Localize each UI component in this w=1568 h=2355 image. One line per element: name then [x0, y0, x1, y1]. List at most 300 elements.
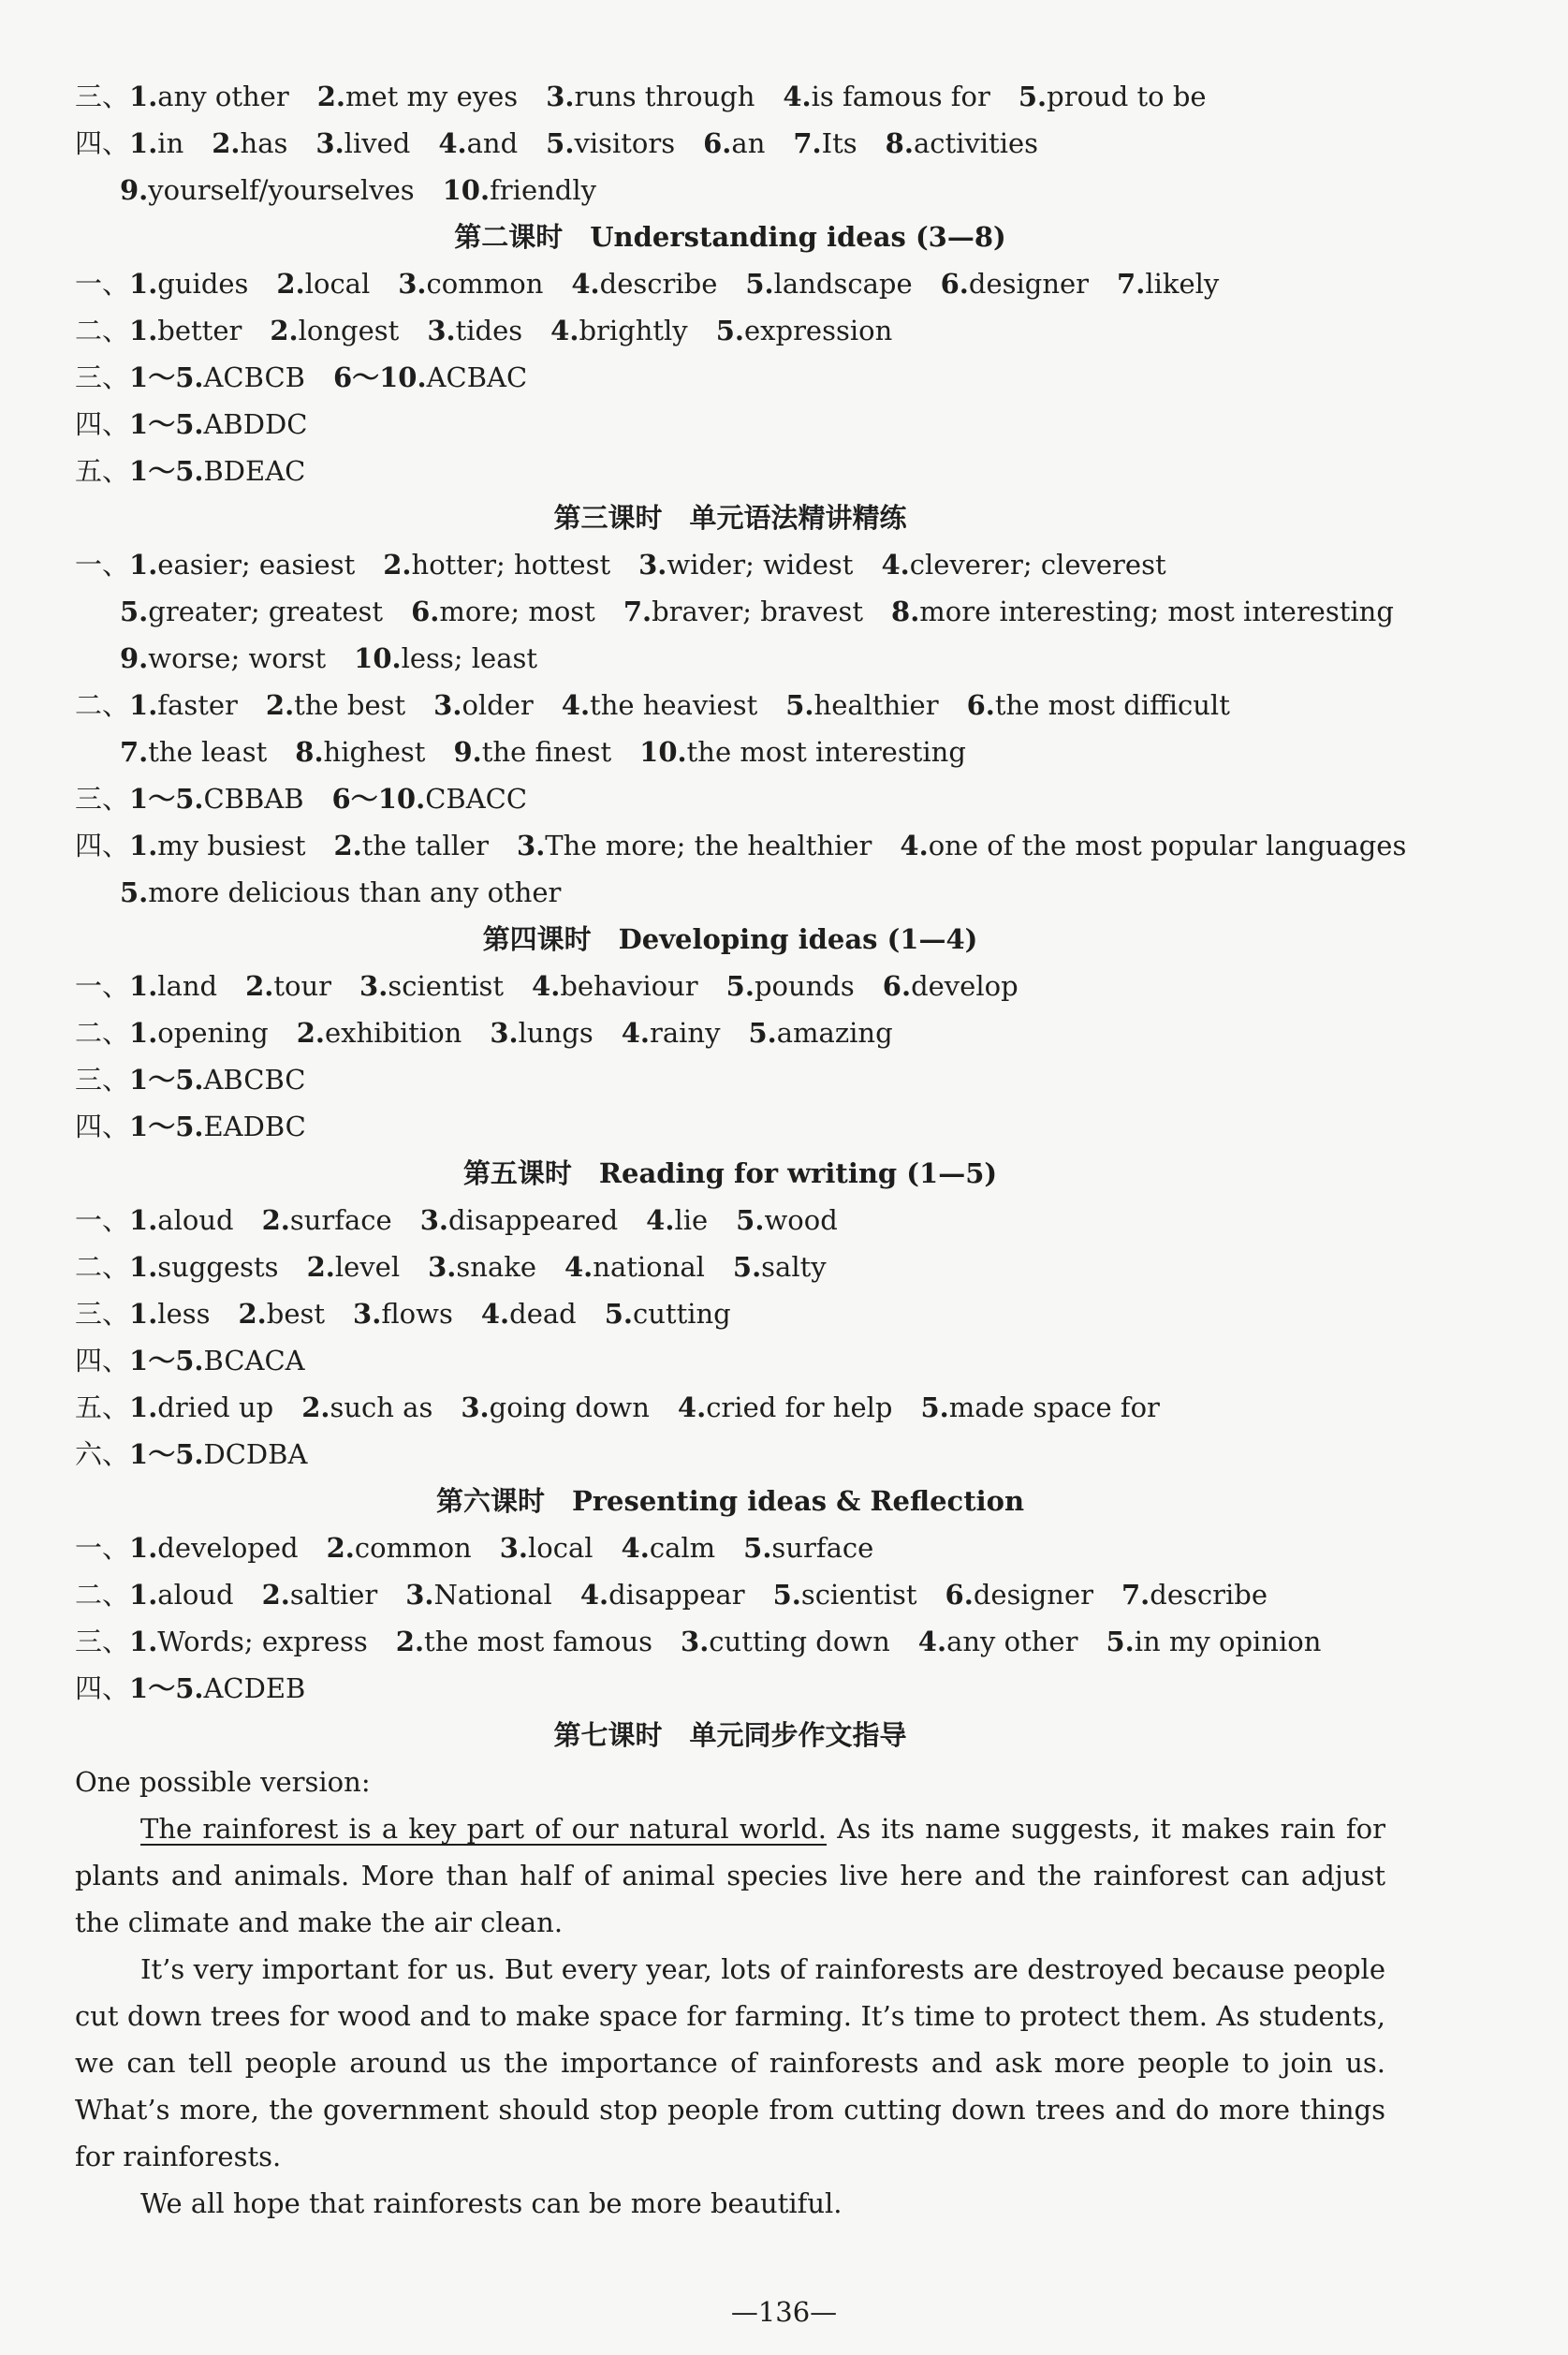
section-marker: 一、 — [75, 549, 130, 581]
item-answer: expression — [743, 315, 893, 346]
answer-line — [75, 1056, 1385, 1103]
item-answer: less; least — [401, 642, 538, 674]
answer-line — [75, 775, 1385, 822]
lesson-title: 第二课时 Understanding ideas (3—8) — [454, 221, 1006, 253]
section-marker: 四、 — [75, 127, 130, 159]
item-number: 5. — [604, 1298, 633, 1330]
item-answer: the most difficult — [994, 689, 1230, 721]
item-number: 3. — [353, 1298, 382, 1330]
answer-item — [334, 822, 490, 869]
answer-item — [1018, 73, 1207, 120]
lesson-title: 第四课时 Developing ideas (1—4) — [482, 923, 978, 955]
item-answer: longest — [298, 315, 400, 346]
item-answer: Its — [821, 127, 857, 159]
item-number: 2. — [306, 1251, 335, 1283]
lesson-title: 第六课时 Presenting ideas & Reflection — [435, 1485, 1025, 1517]
item-answer: wood — [764, 1204, 838, 1236]
section-marker: 二、 — [75, 689, 130, 721]
answer-item — [900, 822, 1406, 869]
item-answer: runs through — [574, 81, 755, 112]
item-number: 4. — [621, 1532, 650, 1564]
item-number: 6～10. — [332, 361, 427, 393]
section-marker: 六、 — [75, 1438, 130, 1470]
item-answer: an — [731, 127, 766, 159]
item-number: 6～10. — [331, 783, 426, 815]
section-marker: 四、 — [75, 1345, 130, 1376]
item-number: 3. — [428, 1251, 457, 1283]
answer-line — [75, 1103, 1385, 1150]
item-answer: aloud — [157, 1579, 234, 1611]
lesson-title: 第五课时 Reading for writing (1—5) — [462, 1157, 998, 1189]
item-number: 1. — [129, 81, 158, 112]
item-answer: CBBAB — [203, 783, 304, 815]
item-answer: the taller — [361, 830, 490, 861]
item-answer: local — [528, 1532, 593, 1564]
answer-item — [433, 682, 534, 729]
answer-item — [703, 120, 765, 167]
item-answer: visitors — [574, 127, 676, 159]
section-marker: 二、 — [75, 315, 130, 346]
answer-item — [297, 1009, 462, 1056]
answer-item — [129, 73, 289, 120]
answer-line — [75, 448, 1385, 494]
item-answer: better — [157, 315, 242, 346]
item-answer: worse; worst — [148, 642, 327, 674]
answer-item — [622, 1009, 721, 1056]
answer-item — [748, 1009, 892, 1056]
answer-item — [129, 354, 305, 401]
item-answer: snake — [456, 1251, 536, 1283]
item-answer: my busiest — [157, 830, 306, 861]
item-answer: in my opinion — [1134, 1626, 1322, 1657]
item-answer: likely — [1145, 268, 1220, 300]
item-answer: ABCBC — [203, 1064, 306, 1096]
answer-item — [398, 260, 543, 307]
item-number: 2. — [238, 1298, 267, 1330]
item-answer: has — [240, 127, 288, 159]
item-answer: surface — [771, 1532, 874, 1564]
answer-item — [405, 1571, 552, 1618]
item-number: 5. — [785, 689, 814, 721]
answer-item — [517, 822, 872, 869]
answer-item — [129, 1009, 269, 1056]
answer-item — [716, 307, 893, 354]
item-answer: faster — [157, 689, 238, 721]
answer-item — [646, 1197, 708, 1244]
item-answer: cleverer; cleverest — [909, 549, 1166, 581]
item-number: 5. — [120, 596, 149, 627]
item-number: 2. — [261, 1579, 290, 1611]
item-answer: BCACA — [203, 1345, 305, 1376]
item-answer: in — [157, 127, 184, 159]
section-marker: 四、 — [75, 830, 130, 861]
answer-item — [420, 1197, 618, 1244]
item-number: 6. — [940, 268, 969, 300]
item-number: 2. — [212, 127, 241, 159]
answer-line — [75, 1290, 1385, 1337]
essay-paragraph-1 — [75, 1805, 1385, 1946]
answer-item — [411, 588, 595, 635]
item-answer: describe — [599, 268, 718, 300]
item-number: 3. — [638, 549, 667, 581]
item-answer: the most interesting — [686, 736, 966, 768]
answer-line — [75, 1009, 1385, 1056]
item-answer: such as — [330, 1391, 433, 1423]
item-number: 1. — [129, 549, 158, 581]
item-number: 5. — [546, 127, 575, 159]
answer-item — [129, 822, 305, 869]
answer-line — [75, 120, 1385, 167]
item-answer: describe — [1150, 1579, 1268, 1611]
answer-item — [333, 354, 527, 401]
answer-item — [129, 682, 238, 729]
answer-line — [75, 1431, 1385, 1478]
item-number: 6. — [966, 689, 995, 721]
answer-item — [120, 635, 326, 682]
answer-item — [129, 1103, 306, 1150]
item-number: 1～5. — [129, 455, 204, 487]
item-answer: healthier — [813, 689, 939, 721]
section-marker: 五、 — [75, 1391, 130, 1423]
item-answer: friendly — [490, 174, 597, 206]
item-answer: ACBAC — [426, 361, 528, 393]
item-answer: scientist — [800, 1579, 917, 1611]
item-number: 1. — [129, 268, 158, 300]
section-marker: 一、 — [75, 1532, 130, 1564]
answer-item — [315, 120, 410, 167]
answer-item — [490, 1009, 593, 1056]
answer-item — [120, 167, 415, 213]
item-answer: more delicious than any other — [148, 876, 562, 908]
item-number: 8. — [295, 736, 324, 768]
item-number: 3. — [359, 970, 388, 1002]
answer-item — [546, 120, 675, 167]
answer-item — [129, 775, 304, 822]
lesson-title: 第七课时 单元同步作文指导 — [553, 1719, 907, 1751]
item-answer: calm — [649, 1532, 716, 1564]
answer-item — [359, 963, 504, 1009]
item-number: 5. — [748, 1017, 777, 1049]
answer-item — [546, 73, 755, 120]
answer-line — [75, 588, 1394, 635]
section-marker: 一、 — [75, 268, 130, 300]
item-answer: Words; express — [157, 1626, 368, 1657]
item-number: 3. — [546, 81, 575, 112]
item-answer: wider; widest — [667, 549, 854, 581]
answer-item — [383, 541, 610, 588]
answer-content — [75, 73, 1407, 2227]
item-answer: yourself/yourselves — [148, 174, 415, 206]
item-number: 3. — [461, 1391, 490, 1423]
item-number: 4. — [621, 1017, 650, 1049]
section-marker: 四、 — [75, 1111, 130, 1142]
answer-item — [301, 1384, 432, 1431]
item-answer: national — [593, 1251, 705, 1283]
item-number: 1. — [129, 689, 158, 721]
answer-item — [129, 1524, 299, 1571]
item-answer: rainy — [649, 1017, 721, 1049]
item-answer: CBACC — [425, 783, 528, 815]
item-number: 10. — [442, 174, 491, 206]
answer-item — [327, 1524, 472, 1571]
item-answer: and — [466, 127, 519, 159]
item-answer: salty — [761, 1251, 827, 1283]
answer-item — [438, 120, 518, 167]
item-answer: any other — [946, 1626, 1078, 1657]
section-marker: 三、 — [75, 1626, 130, 1657]
item-number: 2. — [333, 830, 362, 861]
item-answer: common — [354, 1532, 472, 1564]
item-number: 1. — [129, 1532, 158, 1564]
answer-item — [354, 635, 537, 682]
section-marker: 三、 — [75, 361, 130, 393]
item-answer: the most famous — [424, 1626, 653, 1657]
item-number: 1. — [129, 1017, 158, 1049]
item-answer: cutting — [633, 1298, 731, 1330]
answer-item — [773, 1571, 917, 1618]
answer-item — [639, 729, 966, 775]
section-marker: 三、 — [75, 1064, 130, 1096]
section-marker: 五、 — [75, 455, 130, 487]
answer-item — [562, 682, 757, 729]
item-answer: guides — [157, 268, 249, 300]
answer-item — [428, 1244, 536, 1290]
section-marker: 三、 — [75, 1298, 130, 1330]
item-number: 6. — [411, 596, 440, 627]
answer-item — [129, 541, 355, 588]
answer-item — [623, 588, 863, 635]
answer-item — [276, 260, 370, 307]
answer-item — [129, 448, 305, 494]
answer-item — [622, 1524, 716, 1571]
answer-item — [638, 541, 853, 588]
item-number: 8. — [891, 596, 920, 627]
item-answer: EADBC — [203, 1111, 306, 1142]
item-number: 7. — [623, 596, 652, 627]
item-number: 2. — [383, 549, 412, 581]
item-number: 5. — [120, 876, 149, 908]
answer-line — [75, 682, 1385, 729]
item-answer: landscape — [773, 268, 913, 300]
item-number: 1. — [129, 970, 158, 1002]
item-number: 2. — [270, 315, 299, 346]
item-number: 4. — [564, 1251, 593, 1283]
item-number: 1～5. — [129, 361, 204, 393]
item-answer: local — [304, 268, 371, 300]
answer-item — [743, 1524, 873, 1571]
item-answer: lived — [344, 127, 411, 159]
item-answer: greater; greatest — [148, 596, 384, 627]
item-number: 4. — [480, 1298, 510, 1330]
answer-item — [564, 1244, 705, 1290]
item-number: 3. — [427, 315, 456, 346]
answer-item — [783, 73, 989, 120]
item-number: 2. — [245, 970, 274, 1002]
item-number: 1. — [129, 1579, 158, 1611]
answer-item — [129, 1337, 305, 1384]
item-number: 2. — [296, 1017, 325, 1049]
item-answer: any other — [157, 81, 289, 112]
item-answer: the heaviest — [590, 689, 758, 721]
answer-item — [129, 1618, 368, 1665]
item-number: 3. — [433, 689, 462, 721]
answer-item — [129, 1431, 307, 1478]
answer-item — [550, 307, 688, 354]
item-number: 3. — [398, 268, 427, 300]
answer-line — [75, 1665, 1385, 1712]
item-answer: lungs — [518, 1017, 593, 1049]
item-number: 3. — [315, 127, 344, 159]
item-number: 9. — [453, 736, 482, 768]
answer-item — [886, 120, 1038, 167]
item-number: 5. — [772, 1579, 801, 1611]
item-answer: develop — [911, 970, 1018, 1002]
item-number: 5. — [745, 268, 774, 300]
answer-item — [500, 1524, 593, 1571]
item-answer: made space for — [948, 1391, 1160, 1423]
item-number: 5. — [1018, 81, 1048, 112]
answer-item — [270, 307, 399, 354]
item-number: 1～5. — [129, 408, 204, 440]
answer-item — [461, 1384, 650, 1431]
answer-item — [427, 307, 522, 354]
answer-item — [120, 869, 561, 916]
item-number: 10. — [354, 642, 402, 674]
answer-item — [129, 1665, 305, 1712]
answer-item — [129, 1056, 305, 1103]
answer-item — [736, 1197, 838, 1244]
item-answer: the best — [294, 689, 406, 721]
answer-item — [129, 1244, 279, 1290]
item-number: 4. — [677, 1391, 707, 1423]
item-answer: amazing — [776, 1017, 893, 1049]
item-number: 1. — [129, 315, 158, 346]
answer-item — [317, 73, 519, 120]
item-answer: exhibition — [324, 1017, 462, 1049]
essay-paragraph-1-rest: As its name suggests, it makes rain for plants and animals. More than half of animal species live here and the rainforest can adjust the climate and make the air clean. — [75, 1813, 1385, 1938]
item-answer: easier; easiest — [157, 549, 356, 581]
item-number: 3. — [419, 1204, 448, 1236]
section-marker: 三、 — [75, 81, 130, 112]
item-answer: land — [157, 970, 218, 1002]
lesson-title: 第三课时 单元语法精讲精练 — [553, 502, 907, 534]
answer-item — [129, 1197, 234, 1244]
item-answer: developed — [157, 1532, 299, 1564]
answer-item — [129, 1290, 210, 1337]
answer-item — [262, 1571, 378, 1618]
item-number: 1～5. — [129, 783, 204, 815]
item-number: 6. — [703, 127, 732, 159]
item-number: 4. — [579, 1579, 609, 1611]
answer-line — [75, 260, 1385, 307]
item-answer: BDEAC — [203, 455, 306, 487]
item-answer: common — [426, 268, 544, 300]
answer-item — [920, 1384, 1159, 1431]
section-marker: 三、 — [75, 783, 130, 815]
item-number: 4. — [783, 81, 812, 112]
item-answer: behaviour — [560, 970, 698, 1002]
item-answer: more interesting; most interesting — [919, 596, 1394, 627]
item-number: 5. — [715, 315, 744, 346]
answer-item — [891, 588, 1394, 635]
answer-item — [1106, 1618, 1321, 1665]
item-number: 3. — [517, 830, 546, 861]
item-answer: cried for help — [706, 1391, 893, 1423]
item-answer: met my eyes — [344, 81, 519, 112]
item-answer: dried up — [157, 1391, 274, 1423]
item-number: 1～5. — [129, 1064, 204, 1096]
answer-item — [941, 260, 1089, 307]
answer-item — [745, 260, 912, 307]
section-marker: 二、 — [75, 1579, 130, 1611]
item-number: 4. — [646, 1204, 675, 1236]
item-answer: is famous for — [811, 81, 990, 112]
item-number: 4. — [900, 830, 929, 861]
item-number: 4. — [917, 1626, 947, 1657]
item-answer: ACBCB — [203, 361, 305, 393]
answer-line — [75, 167, 1385, 213]
answer-item — [129, 260, 248, 307]
answer-line — [75, 401, 1385, 448]
page-number: —136— — [730, 2296, 838, 2328]
answer-line — [75, 822, 1407, 869]
answer-item — [967, 682, 1230, 729]
item-number: 1. — [129, 830, 158, 861]
item-number: 1. — [129, 1626, 158, 1657]
item-number: 4. — [571, 268, 600, 300]
item-number: 5. — [736, 1204, 765, 1236]
answer-item — [307, 1244, 401, 1290]
section-marker: 一、 — [75, 970, 130, 1002]
item-answer: braver; bravest — [652, 596, 864, 627]
answer-item — [726, 963, 855, 1009]
item-number: 5. — [732, 1251, 762, 1283]
answer-item — [785, 682, 938, 729]
item-number: 3. — [405, 1579, 434, 1611]
item-number: 2. — [276, 268, 305, 300]
answer-line — [75, 1244, 1385, 1290]
item-number: 3. — [490, 1017, 519, 1049]
answer-line — [75, 963, 1385, 1009]
item-answer: pounds — [754, 970, 855, 1002]
answer-line — [75, 1571, 1385, 1618]
item-answer: tour — [273, 970, 332, 1002]
item-answer: The more; the healthier — [545, 830, 872, 861]
item-answer: DCDBA — [203, 1438, 308, 1470]
answer-item — [481, 1290, 577, 1337]
answer-item — [532, 963, 698, 1009]
section-marker: 四、 — [75, 1672, 130, 1704]
item-answer: National — [433, 1579, 552, 1611]
essay-heading: One possible version: — [75, 1766, 371, 1798]
item-answer: suggests — [157, 1251, 279, 1283]
answer-line — [75, 1524, 1385, 1571]
item-number: 2. — [261, 1204, 290, 1236]
answer-line — [75, 1384, 1385, 1431]
answer-item — [443, 167, 596, 213]
item-number: 1～5. — [129, 1672, 204, 1704]
answer-line — [75, 729, 1385, 775]
item-answer: tides — [455, 315, 523, 346]
item-answer: brightly — [579, 315, 688, 346]
item-number: 2. — [301, 1391, 330, 1423]
item-number: 5. — [725, 970, 755, 1002]
item-number: 7. — [793, 127, 822, 159]
item-number: 5. — [920, 1391, 949, 1423]
answer-item — [883, 963, 1018, 1009]
item-answer: designer — [968, 268, 1090, 300]
answer-item — [918, 1618, 1078, 1665]
